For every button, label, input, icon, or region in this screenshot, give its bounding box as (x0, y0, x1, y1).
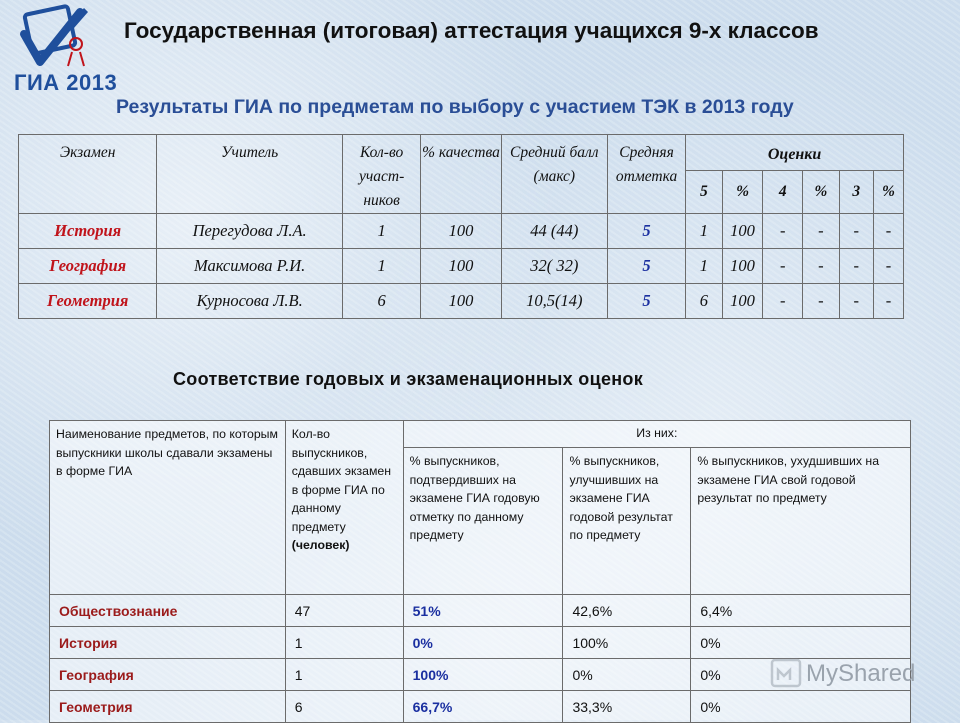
participant-count: 6 (342, 284, 420, 319)
exam-name: История (19, 214, 157, 249)
grade-4-pct: - (803, 284, 839, 319)
header-pct-5: % (722, 171, 763, 214)
graduate-count: 1 (285, 627, 403, 659)
header-teacher: Учитель (157, 135, 343, 214)
grade-3-pct: - (873, 249, 903, 284)
header-quality: % качества (421, 135, 501, 214)
table-row (19, 284, 904, 319)
worsened-pct: 0% (691, 659, 911, 691)
grade-3-pct: - (873, 284, 903, 319)
subject-name: География (50, 659, 286, 691)
avg-mark: 5 (607, 284, 685, 319)
header-grade-3: 3 (839, 171, 873, 214)
grade-5-count: 1 (686, 249, 722, 284)
header-pct-3: % (873, 171, 903, 214)
avg-score: 44 (44) (501, 214, 607, 249)
watermark-text: MyShared (806, 660, 916, 687)
logo-text: ГИА 2013 (14, 70, 118, 95)
section-title: Соответствие годовых и экзаменационных оценок (173, 369, 644, 389)
grade-4-count: - (763, 214, 803, 249)
grade-5-pct: 100 (722, 214, 763, 249)
graduate-count: 47 (285, 595, 403, 627)
results-table (18, 134, 904, 319)
header-of-them: Из них: (403, 421, 910, 448)
grade-4-count: - (763, 249, 803, 284)
quality-pct: 100 (421, 214, 501, 249)
quality-pct: 100 (421, 249, 501, 284)
improved-pct: 42,6% (563, 595, 691, 627)
improved-pct: 100% (563, 627, 691, 659)
grade-4-pct: - (803, 249, 839, 284)
header-subject: Наименование предметов, по которым выпускники школы сдавали экзамены в форме ГИА (50, 421, 286, 595)
avg-mark: 5 (607, 214, 685, 249)
table-row (50, 595, 911, 627)
improved-pct: 0% (563, 659, 691, 691)
avg-score: 32( 32) (501, 249, 607, 284)
header-count-unit: (человек) (291, 538, 350, 552)
header-grades: Оценки (686, 135, 904, 171)
header-graduate-count (285, 421, 403, 595)
worsened-pct: 0% (691, 691, 911, 723)
header-count-text: Кол-во выпускников, сдавших экзамен в форме ГИА по данному предмету (291, 427, 392, 534)
grade-5-pct: 100 (722, 249, 763, 284)
header-avg-mark: Средняя отметка (607, 135, 685, 214)
header-count: Кол-во участ-ников (342, 135, 420, 214)
confirmed-pct: 66,7% (403, 691, 563, 723)
grade-4-count: - (763, 284, 803, 319)
worsened-pct: 0% (691, 627, 911, 659)
participant-count: 1 (342, 214, 420, 249)
header-exam: Экзамен (19, 135, 157, 214)
subject-name: Геометрия (50, 691, 286, 723)
participant-count: 1 (342, 249, 420, 284)
header-improved: % выпускников, улучшивших на экзамене ГИА годовой результат по предмету (563, 448, 691, 595)
grade-5-pct: 100 (722, 284, 763, 319)
grade-3-pct: - (873, 214, 903, 249)
exam-name: География (19, 249, 157, 284)
header-pct-4: % (803, 171, 839, 214)
graduate-count: 6 (285, 691, 403, 723)
exam-name: Геометрия (19, 284, 157, 319)
graduate-count: 1 (285, 659, 403, 691)
grade-5-count: 1 (686, 214, 722, 249)
teacher-name: Перегудова Л.А. (157, 214, 343, 249)
grade-3-count: - (839, 214, 873, 249)
avg-score: 10,5(14) (501, 284, 607, 319)
confirmed-pct: 0% (403, 627, 563, 659)
improved-pct: 33,3% (563, 691, 691, 723)
quality-pct: 100 (421, 284, 501, 319)
table-row (19, 249, 904, 284)
header-grade-4: 4 (763, 171, 803, 214)
avg-mark: 5 (607, 249, 685, 284)
confirmed-pct: 51% (403, 595, 563, 627)
header-grade-5: 5 (686, 171, 722, 214)
teacher-name: Максимова Р.И. (157, 249, 343, 284)
teacher-name: Курносова Л.В. (157, 284, 343, 319)
header-confirmed: % выпускников, подтвердивших на экзамене ГИА годовую отметку по данному предмету (403, 448, 563, 595)
header-avg-score: Средний балл (макс) (501, 135, 607, 214)
table-row (50, 691, 911, 723)
grade-4-pct: - (803, 214, 839, 249)
subject-name: Обществознание (50, 595, 286, 627)
grade-5-count: 6 (686, 284, 722, 319)
table-row (50, 627, 911, 659)
grade-3-count: - (839, 249, 873, 284)
worsened-pct: 6,4% (691, 595, 911, 627)
grade-3-count: - (839, 284, 873, 319)
confirmed-pct: 100% (403, 659, 563, 691)
page-title: Государственная (итоговая) аттестация учащихся 9-х классов (124, 18, 819, 43)
page-subtitle: Результаты ГИА по предметам по выбору с участием ТЭК в 2013 году (116, 96, 794, 118)
header-worsened: % выпускников, ухудшивших на экзамене ГИА свой годовой результат по предмету (691, 448, 911, 595)
subject-name: История (50, 627, 286, 659)
table-row (19, 214, 904, 249)
